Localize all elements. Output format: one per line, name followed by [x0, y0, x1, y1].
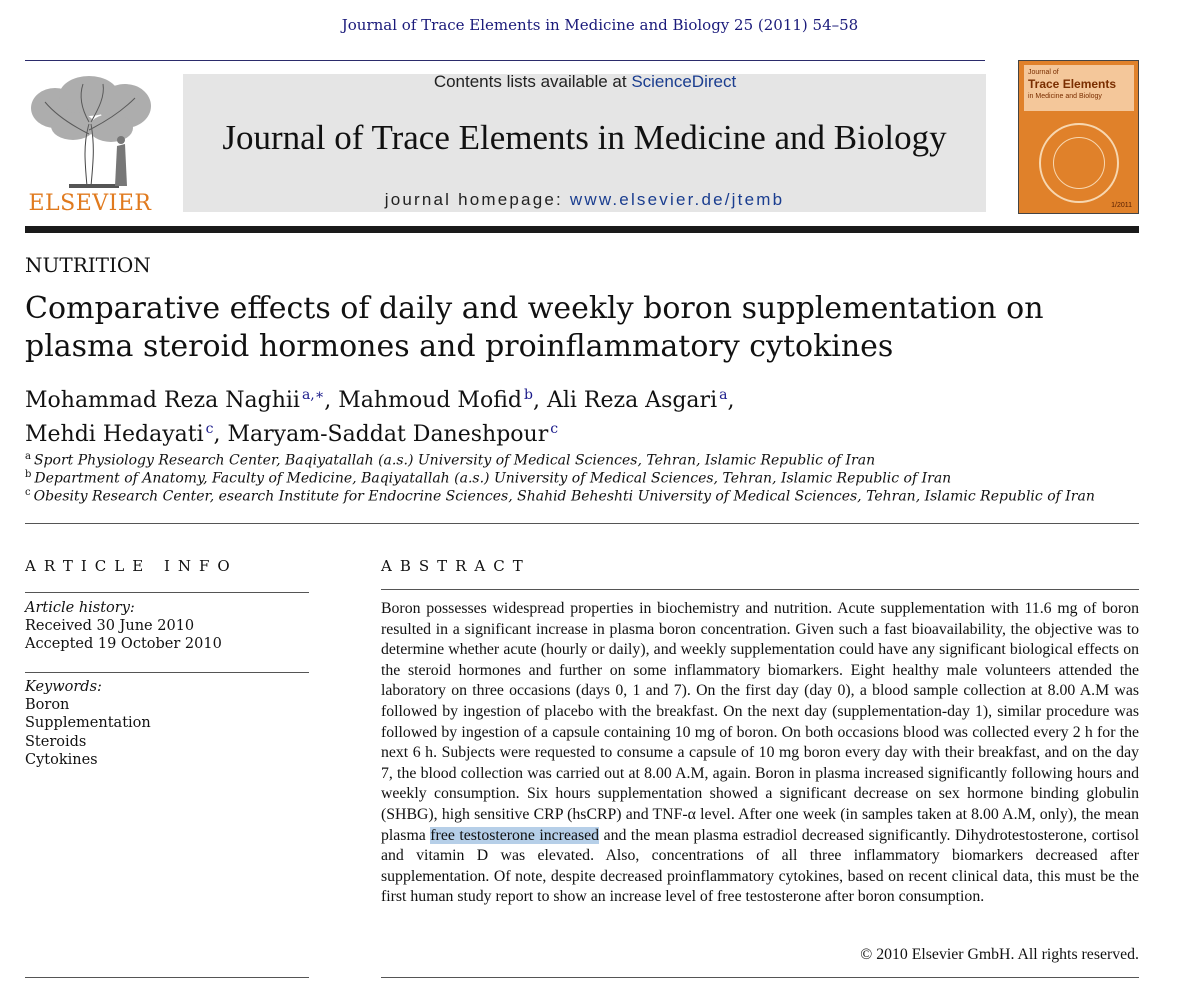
affiliation-key: b — [25, 469, 32, 480]
header-divider — [25, 226, 1139, 233]
journal-cover-thumbnail[interactable] — [1018, 60, 1139, 214]
affiliation-divider — [25, 523, 1139, 524]
author-name[interactable]: Mohammad Reza Naghii — [25, 388, 300, 413]
history-label: Article history: — [25, 600, 135, 616]
author-name[interactable]: Mehdi Hedayati — [25, 422, 204, 447]
homepage-link[interactable]: www.elsevier.de/jtemb — [569, 190, 785, 209]
homepage-prefix: journal homepage: — [384, 190, 570, 209]
article-history — [25, 599, 309, 654]
affiliation-text: Department of Anatomy, Faculty of Medicine, Baqiyatallah (a.s.) University of Medical Sciences, Tehran, Islamic Republic of Iran — [34, 470, 952, 487]
author-name[interactable]: Ali Reza Asgari — [546, 388, 718, 413]
abstract-text-before: Boron possesses widespread properties in biochemistry and nutrition. Acute supplementation with 11.6 mg of boron resulted in a significant increase in plasma boron concentration. Given such a fast bioavailability, the objective was to determine whether acute (hourly or daily), and weekly supplementation could have any significant biological effects on the steroid hormones and further on some inflammatory biomarkers. Eight healthy male volunteers attended the laboratory on three occasions (days 0, 1 and 7). On the first day (day 0), a blood sample collection at 8.00 A.M was followed by ingestion of placebo with the breakfast. On the next day (supplementation-day 1), similar procedure was followed by ingestion of a capsule containing 10 mg of boron. On both occasions blood was collected every 2 h for the next 6 h. Subjects were requested to consume a capsule of 10 mg boron every day with their breakfast, and on the day 7, the blood collection was carried out at 8.00 A.M, again. Boron in plasma increased significantly following hours and weekly consumption. Six hours supplementation showed a significant decrease on sex hormone binding globulin (SHBG), high sensitive CRP (hsCRP) and TNF-α level. After one week (in samples taken at 8.00 A.M, only), the mean plasma — [381, 600, 1139, 844]
abstract-heading: ABSTRACT — [381, 557, 531, 575]
cover-line3: in Medicine and Biology — [1028, 93, 1102, 100]
author-affiliation-mark[interactable]: b — [523, 387, 533, 403]
author-affiliation-mark[interactable]: a — [719, 387, 728, 403]
info-divider-bottom — [25, 977, 309, 978]
cover-header — [1024, 65, 1134, 111]
abstract-divider-top — [381, 589, 1139, 590]
citation-divider — [25, 60, 985, 61]
author-separator: , — [727, 388, 735, 413]
author-name[interactable]: Maryam-Saddat Daneshpour — [227, 422, 549, 447]
keyword[interactable]: Boron — [25, 697, 70, 714]
section-label: NUTRITION — [25, 253, 151, 277]
journal-title: Journal of Trace Elements in Medicine and Biology — [222, 118, 947, 157]
author-separator: , — [532, 388, 547, 413]
sciencedirect-link[interactable]: ScienceDirect — [631, 72, 737, 91]
author-affiliation-mark[interactable]: c — [550, 421, 559, 437]
cover-issue: 1/2011 — [1111, 202, 1132, 209]
contents-prefix: Contents lists available at — [433, 72, 632, 91]
author-name[interactable]: Mahmoud Mofid — [338, 388, 522, 413]
accepted-date: Accepted 19 October 2010 — [25, 636, 222, 653]
article-title: Comparative effects of daily and weekly boron supplementation on plasma steroid hormones and proinflammatory cytokines — [25, 291, 1044, 364]
author-list — [25, 381, 1145, 449]
keyword[interactable]: Cytokines — [25, 751, 98, 768]
keywords-block — [25, 678, 309, 769]
keyword[interactable]: Supplementation — [25, 715, 151, 732]
affiliation-a — [25, 451, 875, 469]
affiliation-key: a — [25, 451, 31, 462]
cover-line2: Trace Elements — [1028, 77, 1117, 91]
contents-line — [0, 72, 1170, 92]
affiliation-key: c — [25, 487, 31, 498]
homepage-line — [183, 190, 986, 210]
abstract-body — [381, 599, 1139, 908]
author-affiliation-mark[interactable]: a,∗ — [301, 387, 325, 403]
cover-line1: Journal of — [1028, 69, 1059, 76]
abstract-divider-bottom — [381, 977, 1139, 978]
article-info-heading: ARTICLE INFO — [25, 557, 238, 575]
received-date: Received 30 June 2010 — [25, 618, 195, 635]
affiliation-text: Sport Physiology Research Center, Baqiyatallah (a.s.) University of Medical Sciences, Tehran, Islamic Republic of Iran — [33, 452, 876, 469]
author-separator: , — [213, 422, 228, 447]
cover-inner-ring — [1053, 137, 1105, 189]
affiliation-text: Obesity Research Center, esearch Institute for Endocrine Sciences, Shahid Beheshti University of Medical Sciences, Tehran, Islamic Republic of Iran — [33, 488, 1095, 505]
abstract-text-after: and the mean plasma estradiol decreased significantly. Dihydrotestosterone, cortisol and vitamin D was elevated. Also, concentrations of all three inflammatory biomarkers decreased after supplementation. Of note, despite decreased proinflammatory cytokines, based on recent clinical data, this must be the first human study report to show an increase level of free testosterone after boron consumption. — [381, 826, 1139, 906]
author-separator: , — [324, 388, 339, 413]
author-affiliation-mark[interactable]: c — [205, 421, 214, 437]
info-divider-mid — [25, 672, 309, 673]
affiliation-c — [25, 487, 1095, 505]
copyright-line: © 2010 Elsevier GmbH. All rights reserved. — [860, 946, 1139, 963]
keyword[interactable]: Steroids — [25, 733, 87, 750]
highlighted-text-selection[interactable]: free testosterone increased — [430, 826, 600, 844]
journal-citation: Journal of Trace Elements in Medicine and Biology 25 (2011) 54–58 — [341, 16, 859, 34]
keywords-label: Keywords: — [25, 679, 102, 695]
publisher-wordmark: ELSEVIER — [28, 191, 152, 216]
affiliation-b — [25, 469, 951, 487]
info-divider-top — [25, 592, 309, 593]
